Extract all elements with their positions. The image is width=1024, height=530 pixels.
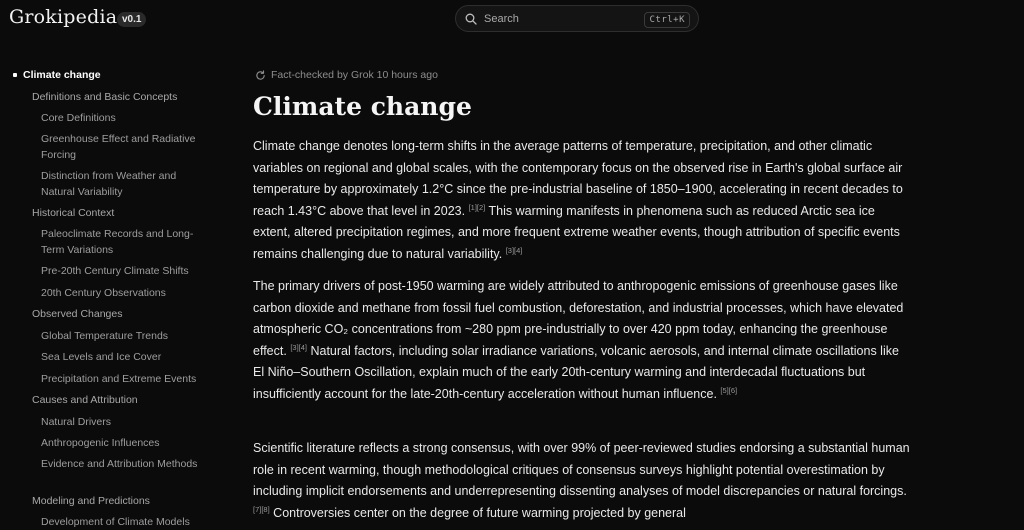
paragraph-text: Climate change denotes long-term shifts in the average patterns of temperature, precipitation, and other climatic variables on regional and global scales, with the contemporary focus on the observed rise in Earth's global surface air temperature by approximately 1.2°C since the pre-industrial baseline of 1850–1900, accelerating in recent decades to reach 1.43°C above that level in 2023. (253, 139, 903, 218)
paragraph-intro (253, 136, 913, 265)
citation-link[interactable]: [3] (290, 342, 299, 352)
toc-item-pre-20th-century[interactable]: Pre-20th Century Climate Shifts (41, 265, 189, 277)
toc-item-climate-change[interactable]: Climate change (23, 69, 101, 81)
toc-item-temperature-trends[interactable]: Global Temperature Trends (41, 330, 169, 342)
paragraph-text: This warming manifests in phenomena such as reduced Arctic sea ice extent, altered precipitation regimes, and more frequent extreme weather events, though attribution of specific events remains challenging due to natural variability. (253, 203, 900, 261)
toc-item-weather-distinction[interactable]: Distinction from Weather and Natural Variability (41, 170, 177, 198)
toc-item-evidence[interactable]: Evidence and Attribution Methods (41, 458, 198, 470)
paragraph-text: The primary drivers of post-1950 warming are widely attributed to anthropogenic emissions of greenhouse gases like carbon dioxide and methane from fossil fuel combustion, deforestation, and industrial processes, which have elevated atmospheric CO₂ concentrations from ~280 ppm pre-industrially to over 420 ppm today, enhancing the greenhouse effect. (253, 279, 904, 358)
toc-item-sea-levels[interactable]: Sea Levels and Ice Cover (41, 351, 162, 363)
toc-item-anthropogenic[interactable]: Anthropogenic Influences (41, 437, 160, 449)
toc-item-20th-century[interactable]: 20th Century Observations (41, 287, 166, 299)
paragraph-text: Controversies center on the degree of future warming projected by general (269, 505, 686, 520)
toc-item-modeling[interactable]: Modeling and Predictions (32, 495, 150, 507)
citation-link[interactable]: [8] (261, 504, 270, 514)
toc-item-precipitation[interactable]: Precipitation and Extreme Events (41, 373, 197, 385)
toc-item-definitions[interactable]: Definitions and Basic Concepts (32, 91, 178, 103)
toc-item-natural-drivers[interactable]: Natural Drivers (41, 416, 112, 428)
toc-item-climate-models[interactable]: Development of Climate Models (41, 516, 190, 528)
paragraph-drivers (253, 276, 913, 405)
citation-link[interactable]: [4] (298, 342, 307, 352)
citation-link[interactable]: [1] (468, 202, 477, 212)
fact-check-text: Fact-checked by Grok 10 hours ago (271, 69, 438, 81)
search-icon (465, 13, 477, 25)
paragraph-text: Scientific literature reflects a strong consensus, with over 99% of peer-reviewed studies endorsing a substantial human role in recent warming, though methodological critiques of consensus surveys highlight potential overestimation by including implicit endorsements and underrepresenting dissenting analyses of model discrepancies or natural forcings. (253, 441, 910, 498)
toc-item-paleoclimate[interactable]: Paleoclimate Records and Long-Term Variations (41, 228, 194, 256)
toc-item-historical-context[interactable]: Historical Context (32, 207, 115, 219)
site-logo[interactable]: Grokipedia (9, 6, 118, 28)
paragraph-consensus (253, 438, 913, 524)
toc-item-greenhouse-effect[interactable]: Greenhouse Effect and Radiative Forcing (41, 133, 196, 161)
table-of-contents (0, 0, 215, 528)
toc-item-observed-changes[interactable]: Observed Changes (32, 308, 123, 320)
citation-link[interactable]: [3] (505, 245, 515, 255)
toc-item-core-definitions[interactable]: Core Definitions (41, 112, 116, 124)
version-badge: v0.1 (117, 12, 146, 27)
refresh-icon (255, 70, 266, 81)
citation-link[interactable]: [2] (476, 202, 486, 212)
citation-link[interactable]: [5] (720, 385, 729, 395)
search-placeholder: Search (484, 13, 519, 25)
citation-link[interactable]: [6] (728, 385, 738, 395)
paragraph-text: Natural factors, including solar irradiance variations, volcanic aerosols, and internal climate oscillations like El Niño–Southern Oscillation, explain much of the early 20th-century warming and interdecadal fluctuations but insufficiently account for the late-20th-century acceleration without human influence. (253, 343, 899, 401)
active-bullet-icon (13, 73, 17, 77)
citation-link[interactable]: [4] (514, 245, 523, 255)
citation-link[interactable]: [7] (253, 504, 262, 514)
page-title: Climate change (253, 92, 472, 121)
search-bar[interactable] (455, 5, 699, 32)
search-shortcut: Ctrl+K (644, 12, 690, 28)
toc-item-causes[interactable]: Causes and Attribution (32, 394, 138, 406)
